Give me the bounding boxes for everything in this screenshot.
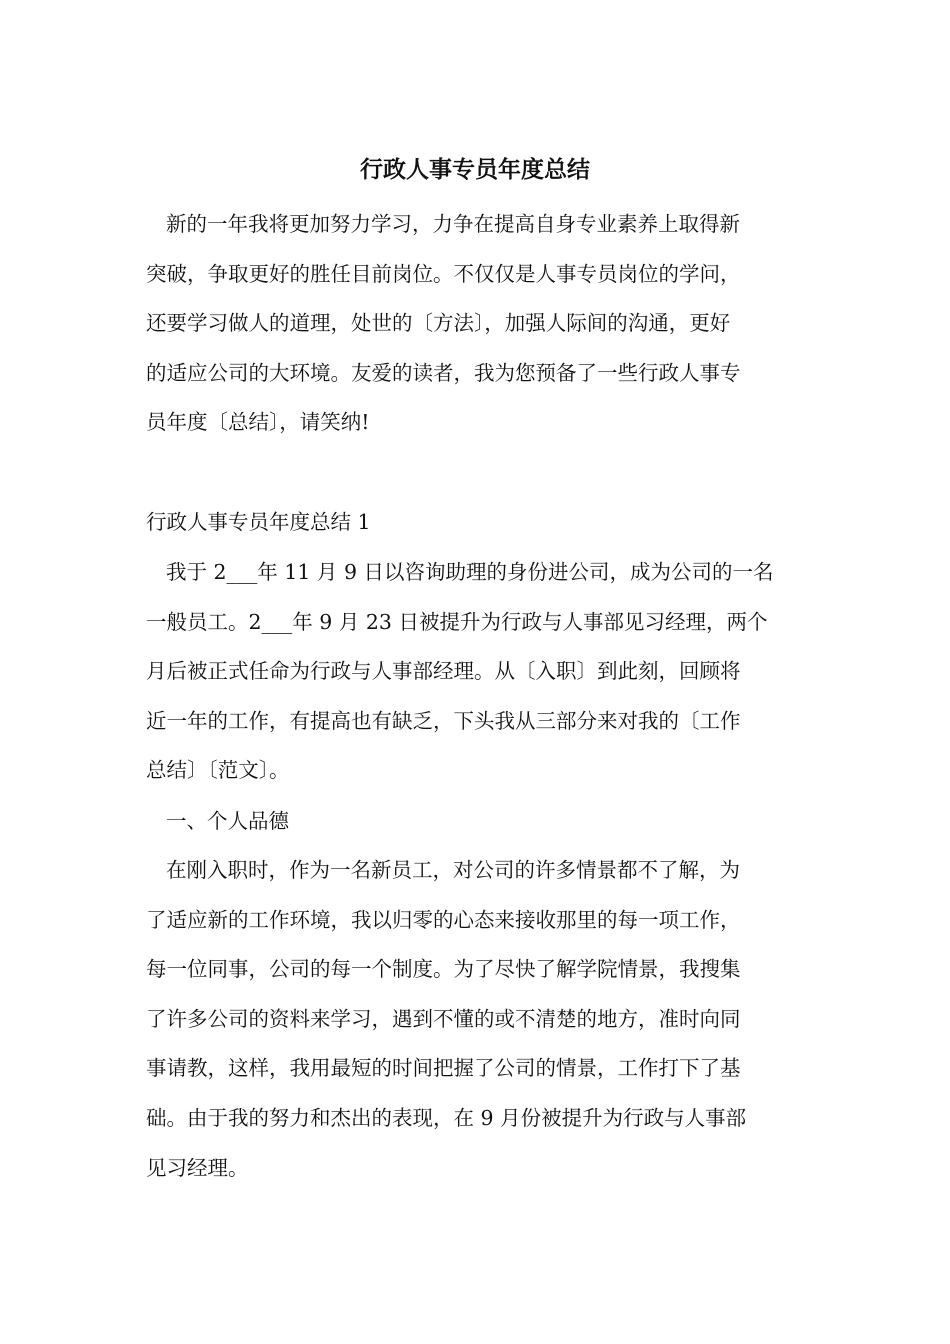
paragraph-line: 我于 2___年 11 月 9 日以咨询助理的身份进公司，成为公司的一名 xyxy=(166,560,774,584)
paragraph-line: 一般员工。2___年 9 月 23 日被提升为行政与人事部见习经理，两个 xyxy=(146,609,768,634)
paragraph-line: 础。由于我的努力和杰出的表现，在 9 月份被提升为行政与人事部 xyxy=(146,1105,747,1130)
paragraph-line: 每一位同事，公司的每一个制度。为了尽快了解学院情景，我搜集 xyxy=(146,957,741,982)
paragraph-line: 突破，争取更好的胜任目前岗位。不仅仅是人事专员岗位的学问， xyxy=(146,261,741,286)
paragraph-line: 总结〕〔范文〕。 xyxy=(146,758,290,783)
paragraph-line: 近一年的工作，有提高也有缺乏，下头我从三部分来对我的〔工作 xyxy=(146,708,741,733)
paragraph-2 xyxy=(146,846,810,1193)
paragraph-line: 还要学习做人的道理，处世的〔方法〕，加强人际间的沟通，更好 xyxy=(146,311,731,336)
paragraph-line: 了许多公司的资料来学习，遇到不懂的或不清楚的地方，准时向同 xyxy=(146,1006,741,1031)
paragraph-line: 的适应公司的大环境。友爱的读者，我为您预备了一些行政人事专 xyxy=(146,360,741,385)
paragraph-line: 事请教，这样，我用最短的时间把握了公司的情景，工作打下了基 xyxy=(146,1056,741,1081)
section-title: 行政人事专员年度总结 1 xyxy=(146,510,371,534)
document-title: 行政人事专员年度总结 xyxy=(360,156,590,183)
paragraph-line: 新的一年我将更加努力学习，力争在提高自身专业素养上取得新 xyxy=(166,212,740,236)
intro-paragraph xyxy=(146,200,810,448)
paragraph-line: 在刚入职时，作为一名新员工，对公司的许多情景都不了解，为 xyxy=(166,858,740,882)
paragraph-1 xyxy=(146,548,810,796)
subheading: 一、个人品德 xyxy=(166,809,289,833)
paragraph-line: 见习经理。 xyxy=(146,1155,249,1180)
subheading-block xyxy=(146,797,810,847)
paragraph-line: 了适应新的工作环境，我以归零的心态来接收那里的每一项工作， xyxy=(146,907,741,932)
paragraph-line: 员年度〔总结〕，请笑纳! xyxy=(146,410,370,435)
paragraph-line: 月后被正式任命为行政与人事部经理。从〔入职〕到此刻，回顾将 xyxy=(146,659,741,684)
